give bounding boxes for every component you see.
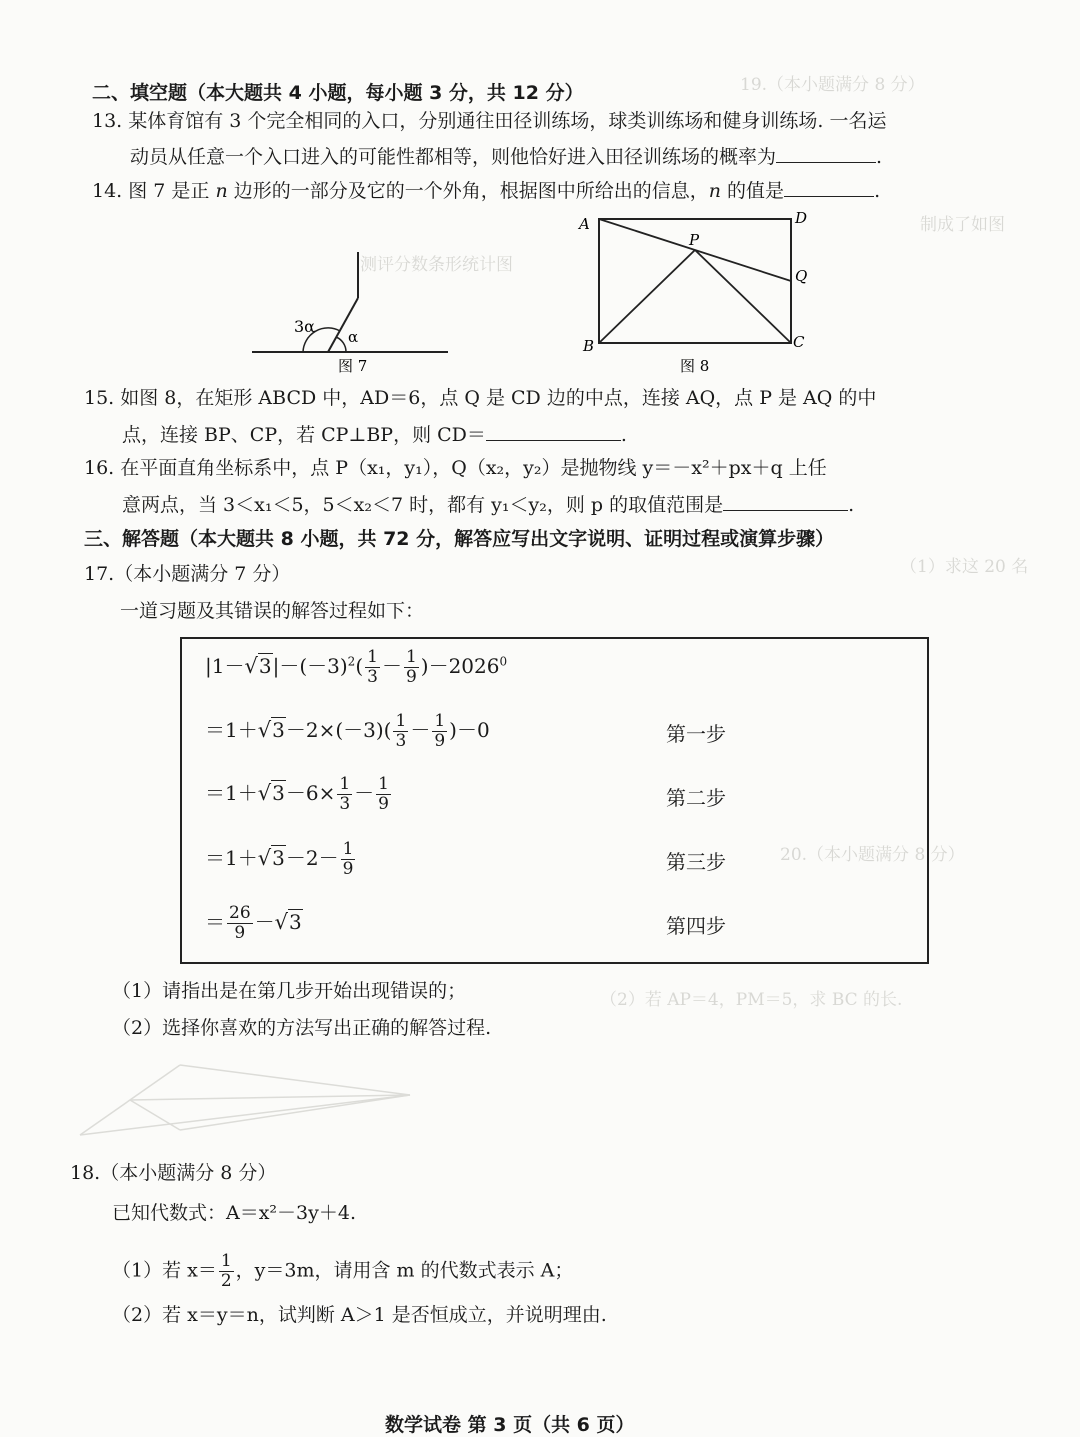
step-4-expression: ＝ $\frac{26}{9}$ －√3: [205, 903, 302, 943]
step-1-label: 第一步: [666, 722, 726, 746]
question-18-title: 18.（本小题满分 8 分）: [70, 1162, 277, 1184]
bleed-through-text: （2）若 AP＝4，PM＝5，求 BC 的长.: [600, 990, 903, 1010]
step-3-label: 第三步: [666, 850, 726, 874]
bleed-through-text: 20.（本小题满分 8 分）: [780, 845, 965, 865]
question-14-part: 边形的一部分及它的一个外角，根据图中所给出的信息，: [227, 180, 709, 202]
point-D-label: D: [795, 209, 808, 227]
figure-8: [575, 205, 815, 380]
question-15-text: 点，连接 BP、CP，若 CP⊥BP，则 CD＝: [122, 424, 486, 446]
bleed-through-text: 19.（本小题满分 8 分）: [740, 75, 925, 95]
angle-3a-label: 3α: [294, 317, 315, 336]
point-C-label: C: [793, 333, 805, 351]
angle-a-label: α: [348, 328, 359, 346]
figure-7: [240, 240, 460, 380]
question-18-part2: （2）若 x＝y＝n，试判断 A＞1 是否恒成立，并说明理由.: [112, 1304, 607, 1326]
step-2-expression: ＝1＋√3－6× $\frac{1}{3}$ － $\frac{1}{9}$: [205, 774, 389, 814]
point-A-label: A: [579, 215, 590, 233]
section-heading: 三、解答题（本大题共 8 小题，共 72 分，解答应写出文字说明、证明过程或演算步骤）: [84, 528, 835, 550]
bleed-through-diagram: [70, 1045, 430, 1145]
question-16-line2: 意两点，当 3＜x₁＜5，5＜x₂＜7 时，都有 y₁＜y₂，则 p 的取值范围是 .: [122, 490, 854, 518]
question-18-part1: （1）若 x＝ $\frac{1}{2}$ ，y＝3m，请用含 m 的代数式表示 A；: [112, 1251, 574, 1291]
answer-blank: [723, 490, 848, 511]
point-B-label: B: [583, 337, 595, 355]
answer-blank: [486, 420, 621, 441]
question-13-line1: 13. 某体育馆有 3 个完全相同的入口，分别通往田径训练场，球类训练场和健身训练场. 一名运: [92, 110, 887, 132]
question-15-line2: 点，连接 BP、CP，若 CP⊥BP，则 CD＝ .: [122, 420, 627, 448]
bleed-through-text: 制成了如图: [920, 215, 1005, 235]
question-18-part1-text: （1）若 x＝: [112, 1259, 217, 1282]
question-17-intro: 一道习题及其错误的解答过程如下：: [120, 600, 425, 622]
figure-7-caption: 图 7: [338, 357, 368, 375]
bleed-through-text: （1）求这 20 名: [900, 557, 1029, 577]
point-P-label: P: [689, 231, 700, 249]
figure-8-caption: 图 8: [680, 357, 710, 375]
question-16-text: 意两点，当 3＜x₁＜5，5＜x₂＜7 时，都有 y₁＜y₂，则 p 的取值范围是: [122, 494, 724, 516]
original-expression: $|1-√3|-(-3)^2$( $\frac{1}{3}$ － $\frac{1}{9}$ )$-2026^0$: [205, 647, 508, 687]
question-18-given: 已知代数式：A＝x²－3y＋4.: [112, 1202, 357, 1224]
question-14-part: 14. 图 7 是正: [92, 180, 216, 202]
question-17-part2: （2）选择你喜欢的方法写出正确的解答过程.: [112, 1017, 492, 1039]
point-Q-label: Q: [795, 267, 808, 285]
question-15-line1: 15. 如图 8，在矩形 ABCD 中，AD＝6，点 Q 是 CD 边的中点，连接 AQ，点 P 是 AQ 的中: [84, 387, 877, 409]
question-17-title: 17.（本小题满分 7 分）: [84, 563, 291, 585]
step-2-label: 第二步: [666, 786, 726, 810]
answer-blank: [776, 142, 876, 163]
step-4-label: 第四步: [666, 914, 726, 938]
question-16-line1: 16. 在平面直角坐标系中，点 P（x₁，y₁），Q（x₂，y₂）是抛物线 y＝－x²＋px＋q 上任: [84, 457, 827, 479]
bleed-through-text: 测评分数条形统计图: [360, 255, 513, 275]
question-14: 14. 图 7 是正 n 边形的一部分及它的一个外角，根据图中所给出的信息，n 的值是 .: [92, 176, 880, 204]
step-1-expression: ＝1＋√3－2×(－3)( $\frac{1}{3}$ － $\frac{1}{9}$ )－0: [205, 711, 490, 751]
question-13-text: 动员从任意一个入口进入的可能性都相等，则他恰好进入田径训练场的概率为: [130, 146, 777, 168]
question-18-part1-text: ，y＝3m，请用含 m 的代数式表示 A；: [235, 1259, 574, 1282]
question-13-line2: 动员从任意一个入口进入的可能性都相等，则他恰好进入田径训练场的概率为 .: [130, 142, 882, 170]
answer-blank: [784, 176, 874, 197]
question-17-part1: （1）请指出是在第几步开始出现错误的；: [112, 980, 467, 1002]
question-14-part: 的值是: [721, 180, 785, 202]
step-3-expression: ＝1＋√3－2－ $\frac{1}{9}$: [205, 839, 354, 879]
page-footer: 数学试卷 第 3 页（共 6 页）: [385, 1414, 635, 1436]
section-heading: 二、填空题（本大题共 4 小题，每小题 3 分，共 12 分）: [92, 82, 584, 104]
